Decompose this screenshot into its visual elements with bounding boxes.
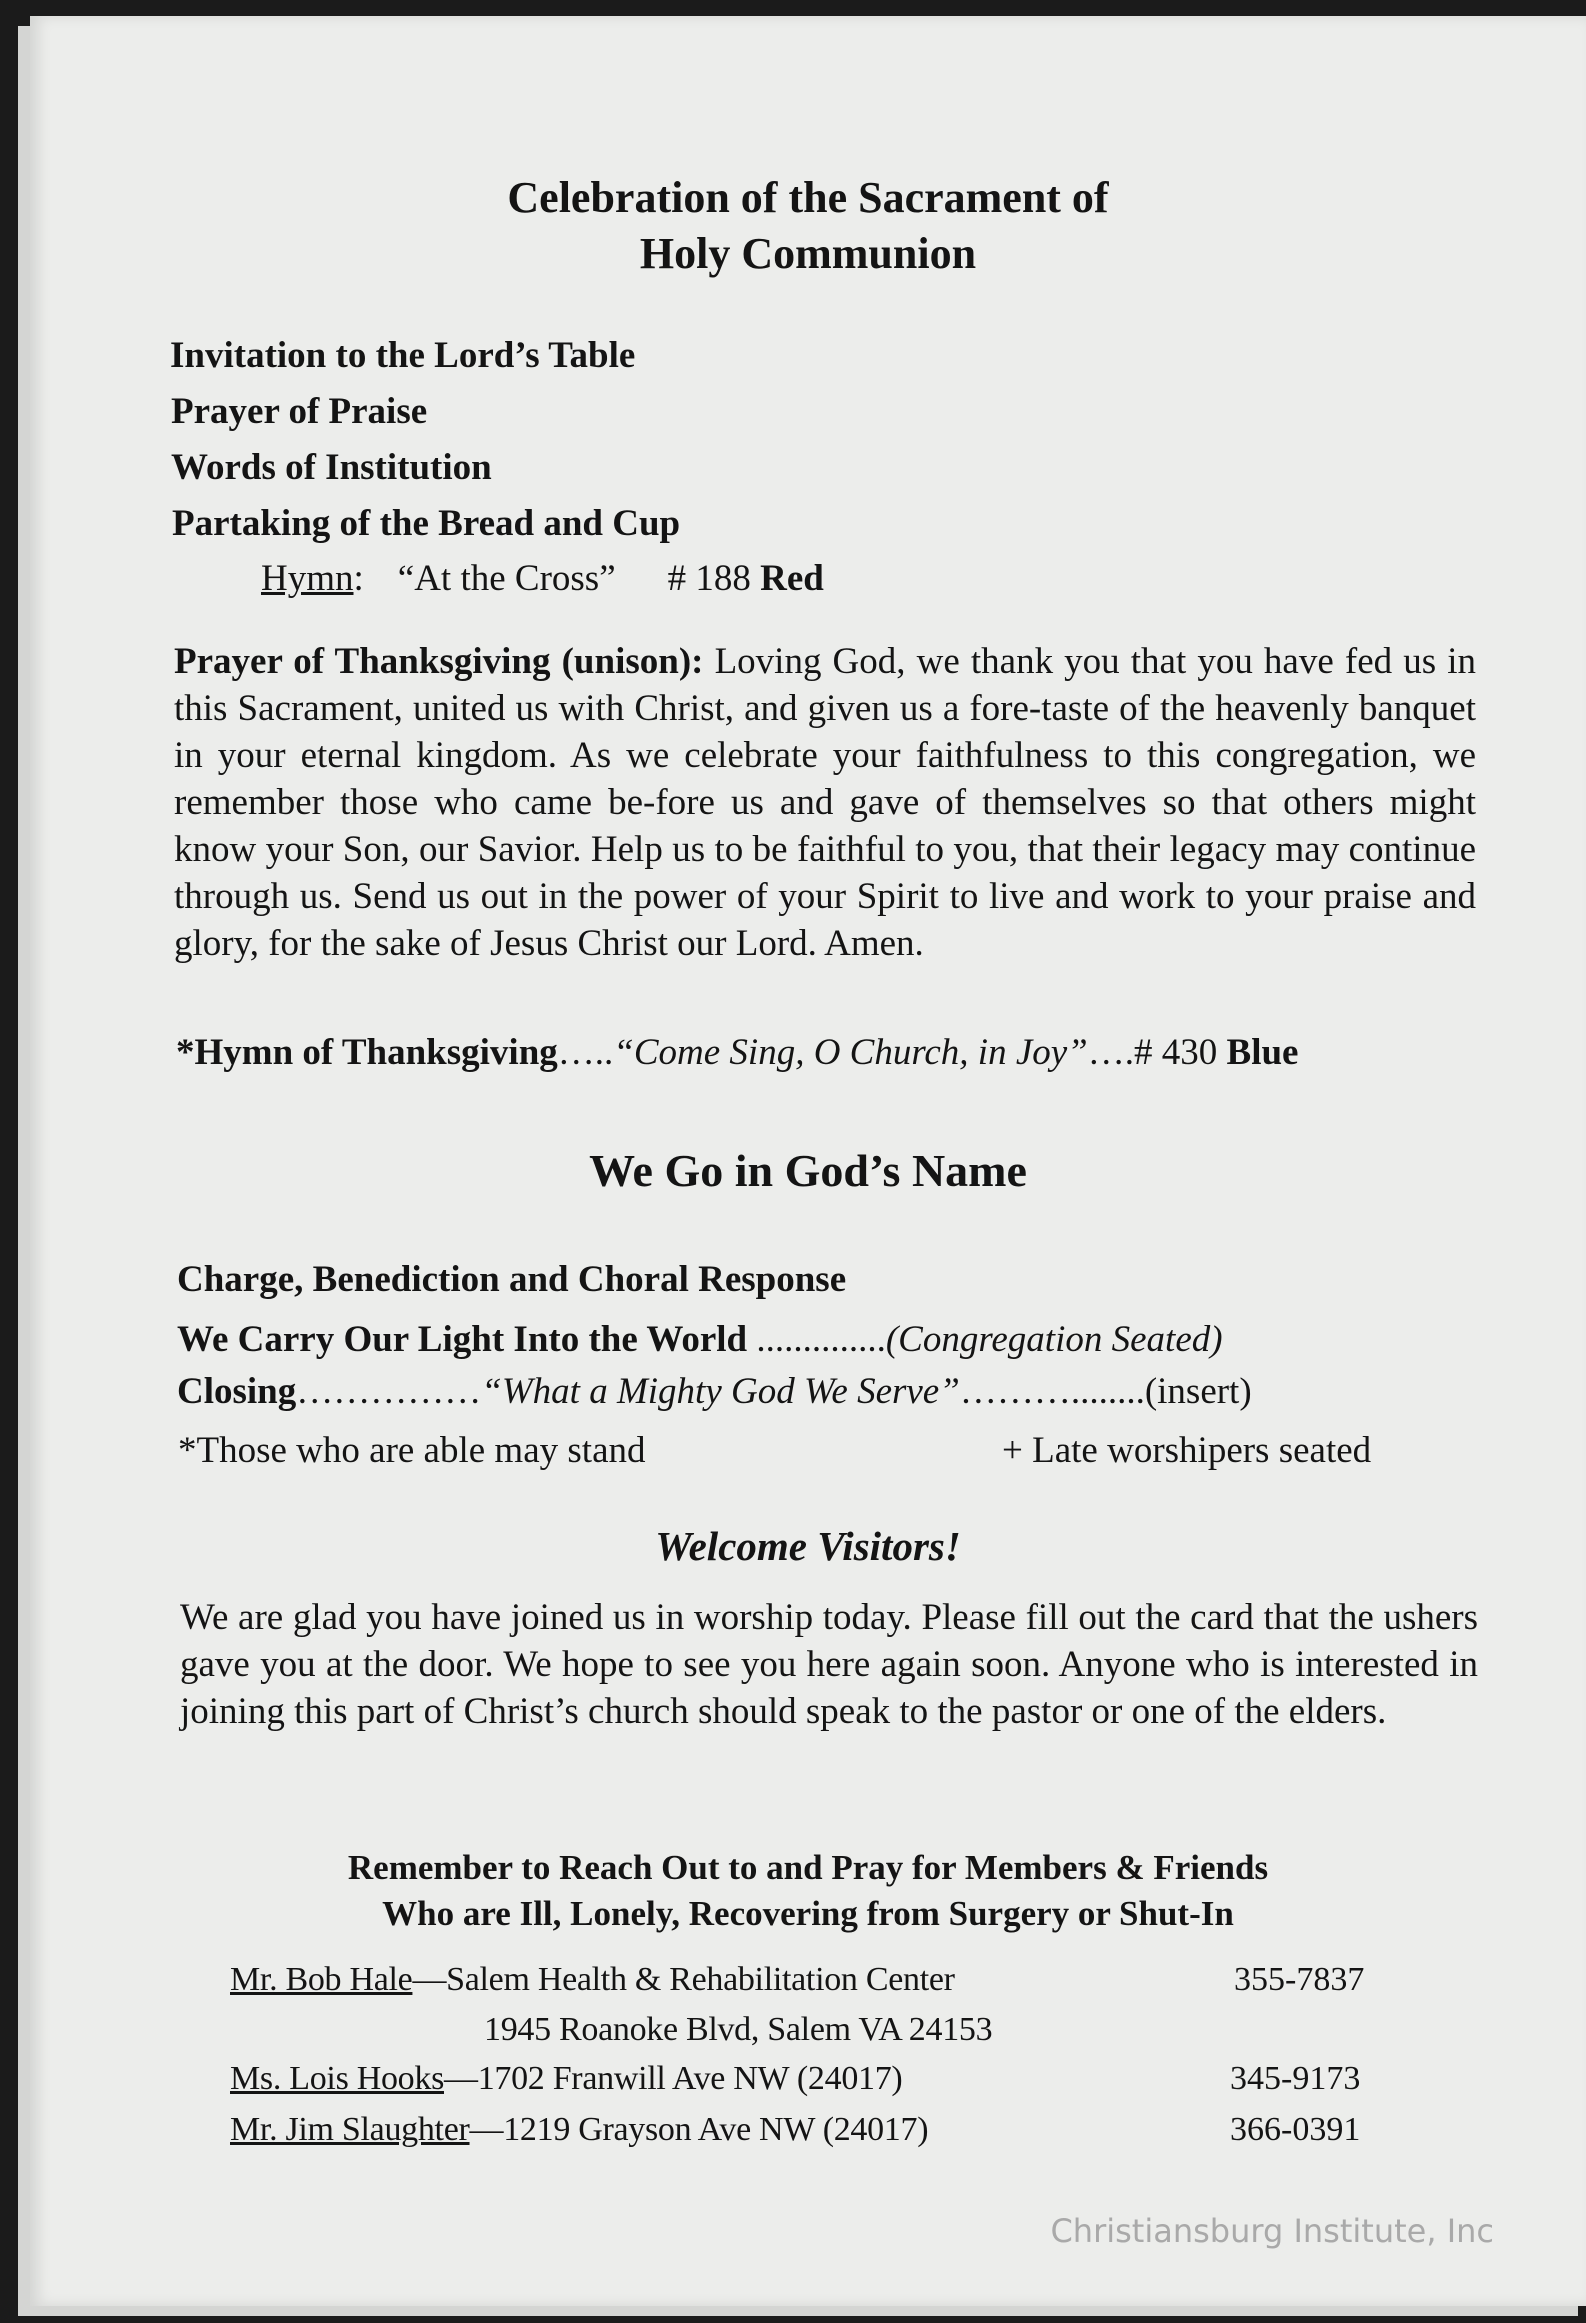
footnote-stand: *Those who are able may stand [178, 1430, 646, 1471]
order-item-invitation: Invitation to the Lord’s Table [170, 335, 636, 376]
closing-note: (insert) [1144, 1371, 1252, 1412]
person-name: Ms. Lois Hooks [230, 2060, 444, 2097]
hymn-of-thanksgiving-title: “Come Sing, O Church, in Joy” [613, 1032, 1088, 1073]
hymn-title: “At the Cross” [397, 558, 616, 599]
watermark: Christiansburg Institute, Inc [1050, 2212, 1494, 2250]
prayer-of-thanksgiving [174, 638, 1476, 967]
person-detail: —1702 Franwill Ave NW (24017) [444, 2060, 903, 2097]
hymn-of-thanksgiving [176, 1031, 1298, 1074]
order-item-partaking: Partaking of the Bread and Cup [172, 503, 681, 544]
leader-dots: .............. [747, 1319, 886, 1360]
leader-dots: …. [1087, 1032, 1135, 1073]
hymn-book: Red [760, 558, 824, 599]
communion-hymn [261, 557, 824, 600]
person-phone: 345-9173 [1230, 2060, 1361, 2097]
communion-title-line1: Celebration of the Sacrament of [507, 173, 1109, 222]
leader-dots: ….. [557, 1032, 614, 1073]
footnote-late-worshipers: + Late worshipers seated [1002, 1430, 1372, 1471]
person-detail: —Salem Health & Rehabilitation Center [412, 1961, 955, 1998]
prayer-list-item [230, 2060, 902, 2098]
hymn-of-thanksgiving-book: Blue [1226, 1032, 1299, 1073]
bulletin-page [30, 16, 1586, 2306]
person-phone: 355-7837 [1234, 1961, 1365, 1998]
order-item-prayer-of-praise: Prayer of Praise [171, 391, 428, 432]
hymn-label-colon: : [353, 558, 364, 599]
welcome-text: We are glad you have joined us in worship today. Please fill out the card that the ushers gave you at the door. We hope to see you here again soon. Anyone who is interested in joining this part of Christ’s church should speak to the pastor or one of the elders. [180, 1597, 1478, 1732]
order-item-words-of-institution: Words of Institution [171, 447, 492, 488]
order-item-charge: Charge, Benediction and Choral Response [177, 1259, 847, 1300]
closing-title: “What a Mighty God We Serve” [481, 1371, 960, 1412]
order-item-closing [177, 1370, 1252, 1413]
communion-title [30, 170, 1586, 282]
hymn-label: Hymn [261, 558, 354, 599]
hymn-of-thanksgiving-number: # 430 [1134, 1032, 1218, 1073]
prayer-list-item [230, 1961, 955, 1999]
light-note: (Congregation Seated) [885, 1319, 1223, 1360]
person-name: Mr. Jim Slaughter [230, 2111, 470, 2148]
thanksgiving-text: Loving God, we thank you that you have fed us in this Sacrament, united us with Christ, and given us a fore-taste of the heavenly banquet in your eternal kingdom. As we celebrate your faithfulness to this congregation, we remember those who came be-fore us and gave of themselves so that others might know your Son, our Savior. Help us to be faithful to you, that their legacy may continue through us. Send us out in the power of your Spirit to live and work to your praise and glory, for the sake of Jesus Christ our Lord. Amen. [174, 641, 1476, 964]
thanksgiving-label: Prayer of Thanksgiving (unison): [174, 641, 704, 682]
person-address: 1945 Roanoke Blvd, Salem VA 24153 [484, 2011, 993, 2048]
hymn-number: # 188 [667, 558, 751, 599]
leader-dots: …………… [296, 1371, 482, 1412]
prayer-list-heading-line2: Who are Ill, Lonely, Recovering from Surgery or Shut-In [382, 1894, 1234, 1933]
order-item-light [177, 1318, 1223, 1361]
prayer-list-heading-line1: Remember to Reach Out to and Pray for Members & Friends [347, 1848, 1269, 1887]
person-phone: 366-0391 [1230, 2111, 1361, 2148]
sending-title: We Go in God’s Name [589, 1145, 1027, 1196]
hymn-of-thanksgiving-label: *Hymn of Thanksgiving [176, 1032, 558, 1073]
welcome-title: Welcome Visitors! [655, 1523, 961, 1569]
communion-title-line2: Holy Communion [639, 229, 977, 278]
prayer-list-heading [30, 1845, 1586, 1937]
prayer-list-item [230, 2111, 928, 2149]
closing-label: Closing [177, 1371, 297, 1412]
person-name: Mr. Bob Hale [230, 1961, 413, 1998]
leader-dots: ………........ [959, 1371, 1145, 1412]
person-detail: —1219 Grayson Ave NW (24017) [469, 2111, 929, 2148]
light-label: We Carry Our Light Into the World [177, 1319, 748, 1360]
